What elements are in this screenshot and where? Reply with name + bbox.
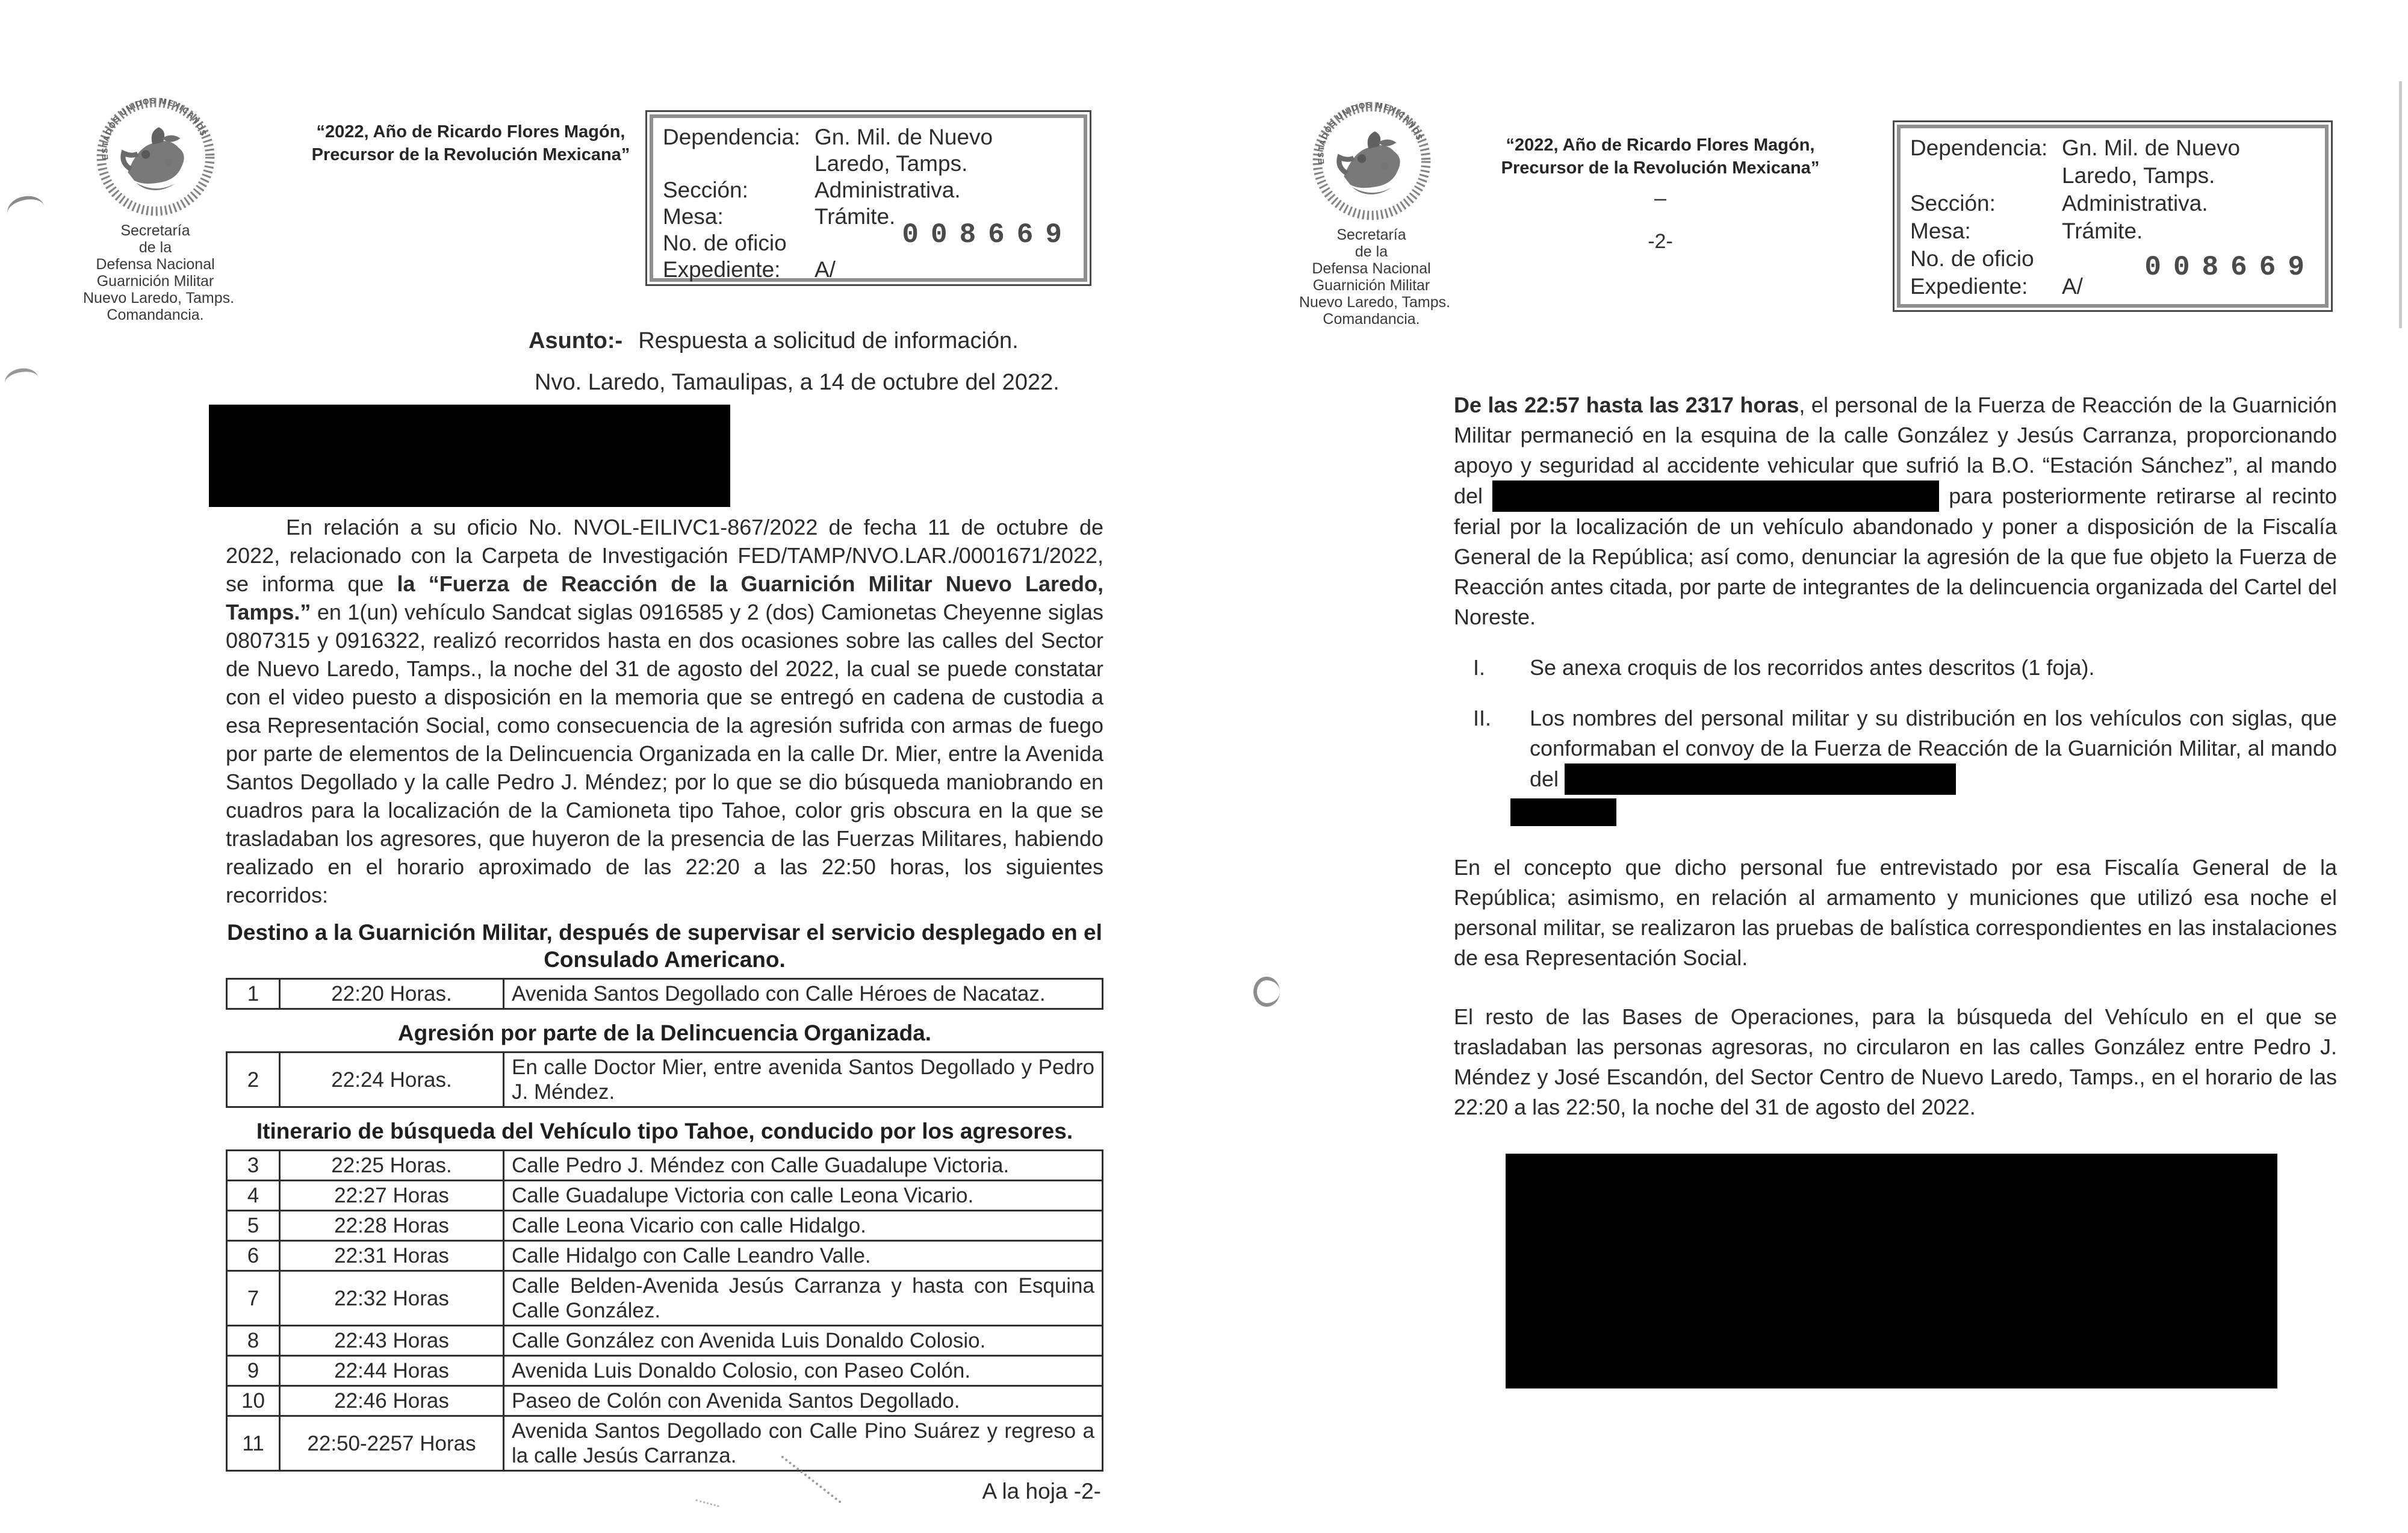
route-row	[227, 1053, 1103, 1107]
expediente-label: Expediente:	[663, 257, 781, 282]
header-dash: –	[1654, 185, 1667, 210]
section-heading-itinerario: Itinerario de búsqueda del Vehículo tipo Tahoe, conducido por los agresores.	[256, 1119, 1073, 1143]
annex-item-1-text: Se anexa croquis de los recorridos antes descritos (1 foja).	[1530, 655, 2095, 680]
route-time: 22:20 Horas.	[280, 979, 504, 1009]
seal-caption-line: Defensa Nacional	[1312, 260, 1431, 277]
seal-caption-line: Comandancia.	[1323, 311, 1420, 328]
route-number: 4	[227, 1181, 280, 1211]
year-slogan-line1: “2022, Año de Ricardo Flores Magón,	[316, 122, 625, 141]
seal-caption-line: de la	[1354, 243, 1388, 260]
subject-line	[529, 328, 1019, 354]
seccion-value: Administrativa.	[2062, 191, 2208, 216]
route-description: Calle Guadalupe Victoria con calle Leona Vicario.	[504, 1181, 1103, 1211]
paragraph-recorrido-bold: De las 22:57 hasta las 2317 horas	[1454, 393, 1799, 417]
year-slogan-line1: “2022, Año de Ricardo Flores Magón,	[1506, 135, 1815, 155]
dependencia-value: Gn. Mil. de Nuevo	[815, 125, 993, 149]
office-info-box	[1893, 120, 2333, 312]
national-seal-eagle-icon	[94, 95, 217, 219]
seal-caption-line: Secretaría	[1336, 226, 1406, 243]
route-number: 3	[227, 1151, 280, 1181]
svg-text:ESTADOS UNIDOS MEXICANOS: ESTADOS UNIDOS MEXICANOS	[1315, 100, 1424, 165]
mesa-label: Mesa:	[663, 204, 724, 229]
route-row	[227, 1241, 1103, 1271]
page-footer-note: A la hoja -2-	[982, 1479, 1101, 1503]
seccion-label: Sección:	[1910, 191, 1996, 216]
scan-artifact-page-edge	[2399, 81, 2402, 328]
dependencia-label: Dependencia:	[663, 125, 801, 149]
opening-paragraph-text: En relación a su oficio No. NVOL-EILIVC1-867/2022 de fecha 11 de octubre de 2022, relacionado con la Carpeta de Investigación FED/TAMP/NVO.LAR./0001671/2022, se informa que	[226, 515, 1103, 596]
svg-text:ESTADOS UNIDOS MEXICANOS: ESTADOS UNIDOS MEXICANOS	[99, 96, 208, 161]
redaction-inline-names	[1565, 763, 1956, 795]
paragraph-recorrido-mid: , el personal de la Fuerza de Reacción de la Guarnición Militar permaneció en la esquina de la calle González y Jesús Carranza, proporcionando apoyo y seguridad al accidente vehicular que sufrió la B.O. “Estación Sánchez”, al mando del	[1454, 393, 2337, 508]
page-1-body	[226, 513, 1103, 1504]
route-description: En calle Doctor Mier, entre avenida Santos Degollado y Pedro J. Méndez.	[504, 1053, 1103, 1107]
route-number: 6	[227, 1241, 280, 1271]
route-row	[227, 979, 1103, 1009]
route-table-agresion	[226, 1051, 1103, 1108]
paragraph-balistica: En el concepto que dicho personal fue entrevistado por esa Fiscalía General de la República; asimismo, en relación al armamento y municiones que utilizó esa noche el personal militar, se realizaron las pruebas de balística correspondientes en las instalaciones de esa Representación Social.	[1454, 855, 2337, 970]
oficio-number-stamp: 008669	[902, 219, 1074, 250]
route-description: Calle González con Avenida Luis Donaldo Colosio.	[504, 1326, 1103, 1356]
office-info-box-inner	[1897, 125, 2329, 308]
route-row	[227, 1271, 1103, 1326]
route-description: Calle Leona Vicario con calle Hidalgo.	[504, 1211, 1103, 1241]
redaction-block-signature	[1506, 1154, 2277, 1388]
seal-caption-line: Comandancia.	[107, 306, 204, 323]
paragraph-recorrido	[1454, 390, 2337, 632]
expediente-value: A/	[815, 257, 836, 282]
redaction-inline-commander	[1492, 480, 1939, 512]
subject-label: Asunto:-	[529, 328, 623, 353]
seal-caption-line: de la	[138, 239, 172, 256]
year-slogan-line2: Precursor de la Revolución Mexicana”	[1501, 158, 1820, 178]
year-slogan	[1474, 134, 1847, 179]
route-description: Calle Belden-Avenida Jesús Carranza y hasta con Esquina Calle González.	[504, 1271, 1103, 1326]
seal-caption	[83, 222, 235, 323]
seccion-value: Administrativa.	[815, 178, 961, 202]
route-table-consulado	[226, 978, 1103, 1010]
national-seal-eagle-icon	[1310, 99, 1433, 223]
seal-caption-line: Secretaría	[120, 222, 190, 239]
page-2	[1204, 0, 2408, 1533]
route-number: 1	[227, 979, 280, 1009]
route-number: 2	[227, 1053, 280, 1107]
dependencia-value: Gn. Mil. de Nuevo	[2062, 135, 2241, 160]
office-info-box-inner	[650, 114, 1087, 282]
mesa-label: Mesa:	[1910, 219, 1971, 243]
annex-item-1-numeral: I.	[1473, 655, 1486, 680]
route-number: 7	[227, 1271, 280, 1326]
scan-artifact-curl	[1253, 977, 1280, 1007]
route-number: 9	[227, 1356, 280, 1386]
redaction-block-recipient	[209, 405, 730, 507]
route-description: Avenida Santos Degollado con Calle Pino Suárez y regreso a la calle Jesús Carranza.	[504, 1416, 1103, 1471]
route-time: 22:46 Horas	[280, 1386, 504, 1416]
opening-paragraph-tail: en 1(un) vehículo Sandcat siglas 0916585 y 2 (dos) Camionetas Cheyenne siglas 0807315 y 0916322, realizó recorridos hasta en dos ocasiones sobre las calles del Sector de Nuevo Laredo, Tamps., la noche del 31 de agosto del 2022, la cual se puede constatar con el video puesto a disposición en la memoria que se entregó en cadena de custodia a esa Representación Social, como consecuencia de la agresión sufrida con armas de fuego por parte de elementos de la Delincuencia Organizada en la calle Dr. Mier, entre la Avenida Santos Degollado y la calle Pedro J. Méndez; por lo que se dio búsqueda maniobrando en cuadros para la localización de la Camioneta tipo Tahoe, color gris obscura en la que se trasladaban los agresores, que huyeron de la presencia de las Fuerzas Militares, habiendo realizado en el horario aproximado de las 22:20 a las 22:50 horas, los siguientes recorridos:	[226, 600, 1103, 907]
route-row	[227, 1326, 1103, 1356]
route-time: 22:24 Horas.	[280, 1053, 504, 1107]
oficio-label: No. de oficio	[663, 231, 787, 255]
route-description: Avenida Luis Donaldo Colosio, con Paseo Colón.	[504, 1356, 1103, 1386]
route-time: 22:32 Horas	[280, 1271, 504, 1326]
subject-text: Respuesta a solicitud de información.	[638, 328, 1019, 353]
dependencia-label: Dependencia:	[1910, 135, 2048, 160]
seccion-label: Sección:	[663, 178, 748, 202]
annex-item-1	[1454, 653, 2337, 683]
expediente-label: Expediente:	[1910, 274, 2028, 299]
seal-caption-line: Guarnición Militar	[96, 273, 214, 290]
route-time: 22:43 Horas	[280, 1326, 504, 1356]
year-slogan-line2: Precursor de la Revolución Mexicana”	[311, 145, 630, 164]
route-number: 10	[227, 1386, 280, 1416]
route-description: Avenida Santos Degollado con Calle Héroes de Nacataz.	[504, 979, 1103, 1009]
paragraph-bases: El resto de las Bases de Operaciones, para la búsqueda del Vehículo en el que se trasladaban las personas agresoras, no circularon en las calles González entre Pedro J. Méndez y José Escandón, del Sector Centro de Nuevo Laredo, Tamps., en el horario de las 22:20 a las 22:50, la noche del 31 de agosto del 2022.	[1454, 1004, 2337, 1119]
annex-item-2-text: Los nombres del personal militar y su distribución en los vehículos con siglas, que conformaban el convoy de la Fuerza de Reacción de la Guarnición Militar, al mando del	[1530, 706, 2337, 791]
route-time: 22:25 Horas.	[280, 1151, 504, 1181]
route-row	[227, 1356, 1103, 1386]
seal-caption-line: Nuevo Laredo, Tamps.	[83, 290, 235, 306]
dependencia-value-line2: Laredo, Tamps.	[2062, 163, 2215, 188]
route-row	[227, 1181, 1103, 1211]
route-number: 5	[227, 1211, 280, 1241]
redaction-block-names-continued	[1510, 798, 1616, 826]
seal-caption	[1299, 226, 1451, 328]
route-time: 22:27 Horas	[280, 1181, 504, 1211]
section-heading-consulado: Destino a la Guarnición Militar, después de supervisar el servicio desplegado en el Consulado Americano.	[227, 920, 1102, 972]
seal-block	[1299, 99, 1451, 328]
office-info-box	[645, 110, 1091, 286]
mesa-value: Trámite.	[2062, 219, 2143, 243]
route-row	[227, 1386, 1103, 1416]
route-number: 11	[227, 1416, 280, 1471]
route-description: Paseo de Colón con Avenida Santos Degollado.	[504, 1386, 1103, 1416]
section-heading-agresion: Agresión por parte de la Delincuencia Organizada.	[397, 1021, 932, 1045]
year-slogan	[296, 120, 645, 166]
opening-paragraph	[226, 513, 1103, 909]
opening-paragraph-bold: la “Fuerza de Reacción de la Guarnición Militar Nuevo Laredo, Tamps.”	[226, 571, 1103, 624]
page-number: -2-	[1648, 230, 1673, 253]
mesa-value: Trámite.	[815, 204, 896, 229]
dependencia-value-line2: Laredo, Tamps.	[815, 151, 968, 176]
seal-caption-line: Nuevo Laredo, Tamps.	[1299, 294, 1451, 311]
annex-item-2	[1454, 703, 2337, 795]
date-line: Nvo. Laredo, Tamaulipas, a 14 de octubre del 2022.	[535, 370, 1060, 395]
seal-block	[83, 95, 235, 323]
route-table-itinerario	[226, 1149, 1103, 1472]
paragraph-recorrido-tail: para posteriormente retirarse al recinto ferial por la localización de un vehículo abandonado y poner a disposición de la Fiscalía General de la República; así como, denunciar la agresión de la que fue objeto la Fuerza de Reacción antes citada, por parte de integrantes de la delincuencia organizada del Cartel del Noreste.	[1454, 484, 2337, 629]
route-description: Calle Hidalgo con Calle Leandro Valle.	[504, 1241, 1103, 1271]
seal-caption-line: Defensa Nacional	[96, 256, 215, 273]
annex-item-2-numeral: II.	[1473, 706, 1492, 730]
route-row	[227, 1151, 1103, 1181]
route-description: Calle Pedro J. Méndez con Calle Guadalupe Victoria.	[504, 1151, 1103, 1181]
route-time: 22:44 Horas	[280, 1356, 504, 1386]
route-row	[227, 1416, 1103, 1471]
oficio-label: No. de oficio	[1910, 246, 2034, 271]
expediente-value: A/	[2062, 274, 2083, 299]
dependencia-label-spacer	[1910, 162, 2062, 190]
page-2-body	[1454, 390, 2337, 1388]
seal-caption-line: Guarnición Militar	[1312, 277, 1430, 294]
route-number: 8	[227, 1326, 280, 1356]
route-time: 22:31 Horas	[280, 1241, 504, 1271]
route-time: 22:50-2257 Horas	[280, 1416, 504, 1471]
dependencia-label-spacer	[663, 151, 815, 177]
route-time: 22:28 Horas	[280, 1211, 504, 1241]
oficio-number-stamp: 008669	[2144, 252, 2316, 283]
route-row	[227, 1211, 1103, 1241]
